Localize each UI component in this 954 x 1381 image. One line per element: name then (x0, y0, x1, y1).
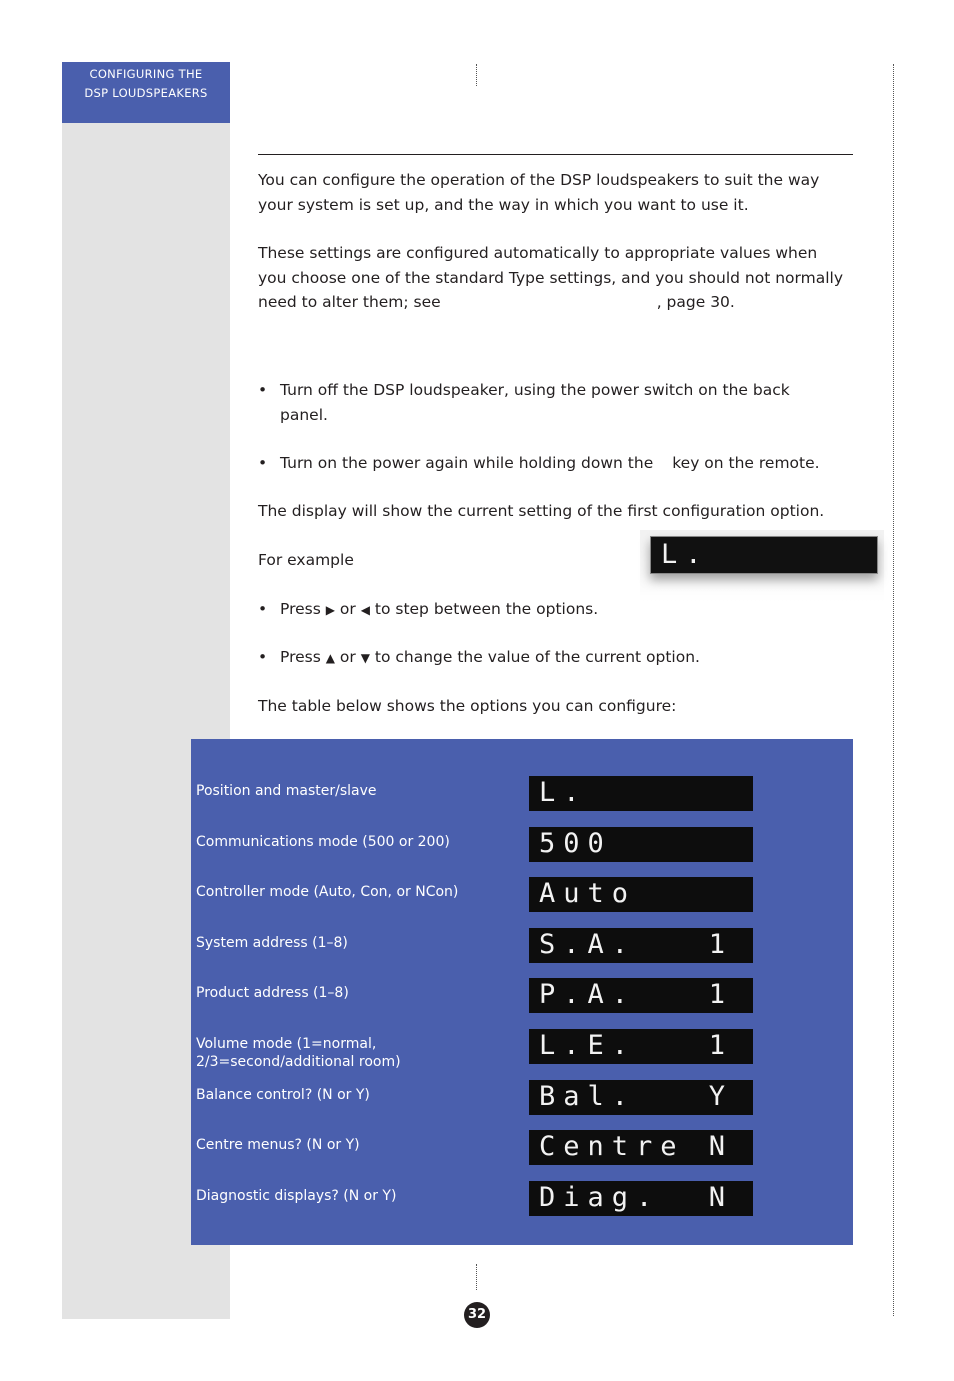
options-table (191, 739, 853, 1245)
option-display-text: Diag. N (539, 1181, 734, 1213)
option-display (529, 877, 753, 912)
section-tab-line1: CONFIGURING THE (89, 67, 203, 81)
page-number: 32 (464, 1302, 490, 1328)
option-label: Controller mode (Auto, Con, or NCon) (196, 884, 459, 901)
example-lcd (650, 536, 878, 574)
up-arrow-icon: ▲ (325, 651, 335, 665)
heading-rule (258, 154, 853, 155)
right-arrow-icon: ▶ (325, 603, 335, 617)
left-arrow-icon: ◀ (360, 603, 370, 617)
down-arrow-icon: ▼ (360, 651, 370, 665)
example-display-image (640, 530, 884, 602)
display-paragraph: The display will show the current setting of the first configuration option. (258, 502, 825, 520)
bottom-dotted-marker (476, 1264, 477, 1290)
option-display (529, 978, 753, 1013)
option-label: Product address (1–8) (196, 985, 349, 1002)
option-label: Centre menus? (N or Y) (196, 1137, 360, 1154)
example-lcd-text: L. (661, 539, 710, 570)
option-display (529, 1181, 753, 1216)
option-label: Position and master/slave (196, 783, 377, 799)
option-display-text: L.E. 1 (539, 1030, 734, 1061)
table-intro: The table below shows the options you can configure: (258, 697, 677, 715)
type-settings-paragraph: These settings are configured automatically to appropriate values when you choose one of the standard Type settings, and you should not normally need to alter them; see , page 30. (258, 244, 844, 311)
option-label: Communications mode (500 or 200) (196, 833, 450, 850)
section-tab-line2: DSP LOUDSPEAKERS (84, 86, 208, 100)
intro-paragraph: You can configure the operation of the DSP loudspeakers to suit the way your system is set up, and the way in which you want to use it. (258, 171, 820, 214)
option-display (529, 776, 753, 811)
option-display-text: Auto (539, 878, 637, 910)
section-tab (62, 62, 230, 123)
right-dotted-border (893, 64, 894, 1316)
top-dotted-marker (476, 64, 477, 86)
option-display (529, 1029, 753, 1064)
option-label: Diagnostic displays? (N or Y) (196, 1187, 397, 1204)
option-label: Balance control? (N or Y) (196, 1086, 370, 1103)
option-display-text: Bal. Y (539, 1080, 734, 1112)
option-display (529, 928, 753, 963)
option-label: Volume mode (1=normal, 2/3=second/additional room) (196, 1036, 401, 1070)
option-display (529, 827, 753, 862)
option-display-text: P.A. 1 (539, 979, 734, 1011)
option-display-text: L. (539, 777, 588, 808)
example-label: For example (258, 551, 354, 569)
option-display (529, 1080, 753, 1115)
option-display (529, 1130, 753, 1165)
option-display-text: Centre N (539, 1131, 734, 1163)
option-display-text: S.A. 1 (539, 928, 734, 960)
option-label: System address (1–8) (196, 934, 348, 951)
option-display-text: 500 (539, 827, 612, 859)
